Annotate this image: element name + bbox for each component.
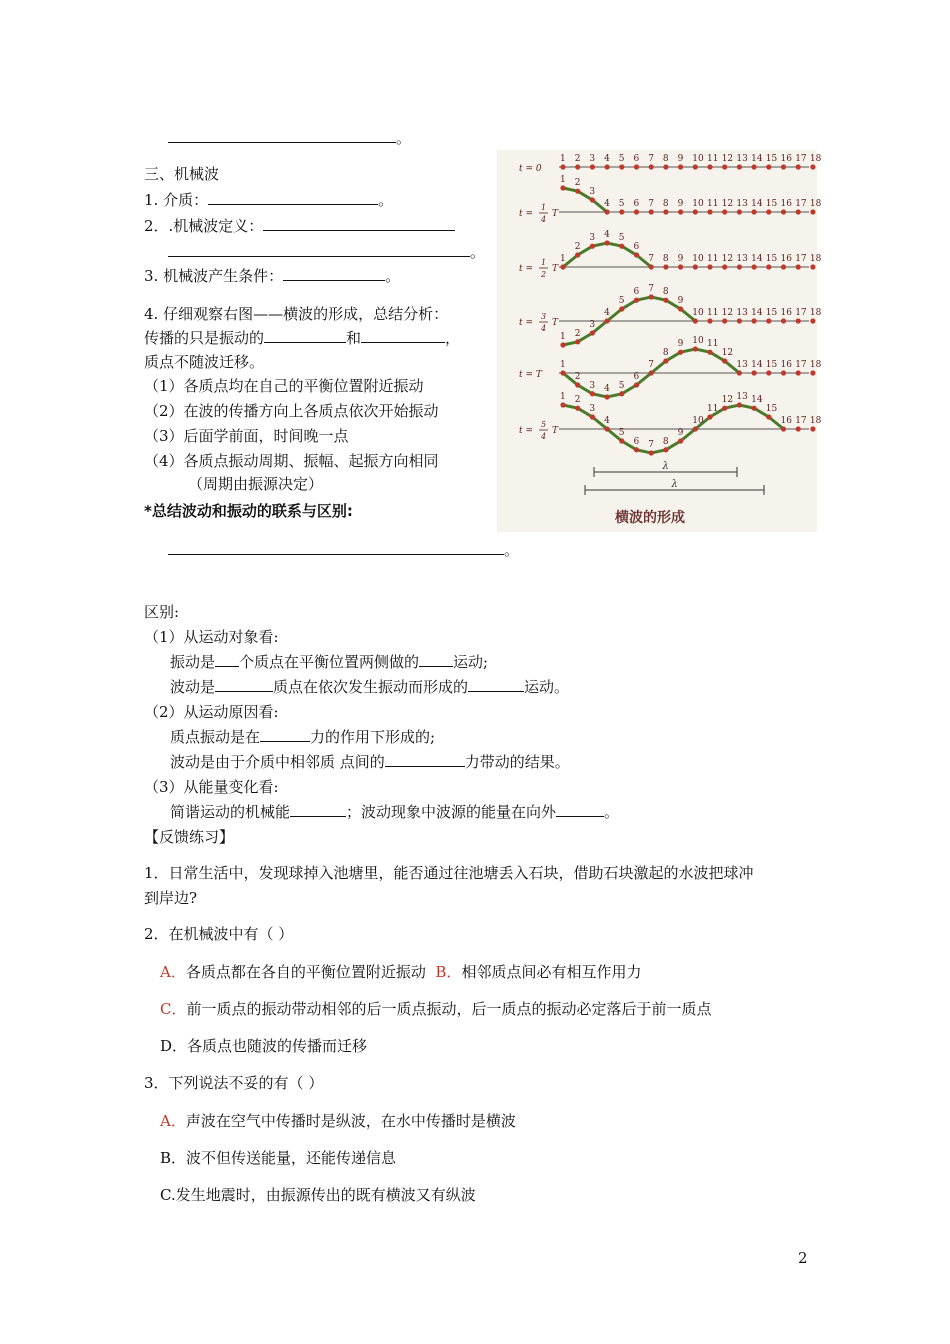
particle [752,406,757,411]
particle-number: 2 [574,178,581,189]
particle [605,318,610,323]
particle [810,209,815,214]
particle [575,339,580,344]
particle [810,264,815,269]
particle-number: 18 [809,154,822,164]
row-label-T: T [552,318,559,328]
row-label-num: 3 [541,312,547,321]
particle [781,370,786,375]
particle-number: 11 [707,404,719,414]
particle [796,318,801,323]
particle [663,358,668,363]
particle [634,298,639,303]
particle [605,209,610,214]
particle [575,406,580,411]
summary-blank: 。 [168,540,519,560]
particle [634,382,639,387]
particle [619,244,624,249]
particle-number: 12 [721,308,734,318]
particle-number: 7 [648,360,654,370]
difference-p2: （2）从运动原因看: [144,703,279,721]
particle-number: 10 [692,308,704,318]
particle [752,164,757,169]
particle [796,164,801,169]
feedback-q2: 2．在机械波中有（ ） [144,925,294,943]
difference-p1b: 波动是 质点在依次发生振动而形成的 运动。 [170,678,570,696]
particle-number: 4 [604,416,610,426]
row-label: t = [519,426,534,436]
particle-number: 2 [574,154,581,164]
blank[interactable] [263,216,455,231]
transverse-wave-figure [497,150,822,532]
particle-number: 13 [736,392,748,402]
particle-number: 8 [662,254,669,264]
particle-number: 8 [662,199,669,209]
particle-number: 14 [751,254,763,264]
particle-number: 1 [560,392,566,402]
particle [560,370,565,375]
particle [663,447,668,452]
particle [663,164,668,169]
particle [766,264,771,269]
particle-number: 4 [604,230,610,240]
particle-number: 18 [809,308,822,318]
particle [810,426,815,431]
difference-p3: （3）从能量变化看: [144,778,279,796]
particle-number: 10 [692,254,704,264]
blank[interactable] [361,328,445,343]
blank[interactable] [290,802,346,817]
particle [619,164,624,169]
particle [693,209,698,214]
particle-number: 13 [736,154,748,164]
particle [707,350,712,355]
particle-number: 16 [780,360,792,370]
particle-number: 16 [780,308,792,318]
row-label-den: 4 [541,432,547,441]
particle-number: 15 [765,308,778,318]
particle-number: 13 [736,308,748,318]
particle-number: 16 [780,416,792,426]
particle [590,244,595,249]
particle-number: 6 [633,287,640,298]
row-label-den: 2 [541,270,547,279]
particle [605,426,610,431]
particle-number: 8 [662,154,669,164]
particle-number: 12 [721,199,734,209]
question-1: 1. 介质： 。 [144,191,394,209]
blank[interactable] [168,128,396,143]
section-heading: 三、机械波 [144,165,220,183]
difference-p2b: 波动是由于介质中相邻质 点间的 力带动的结果。 [170,753,570,771]
question-2: 2．.机械波定义： [144,216,455,236]
row-label-T: T [552,426,559,436]
figure-caption: 横波的形成 [615,510,685,526]
row-label: t = T [519,370,542,380]
particle-number: 12 [721,154,734,164]
particle [752,318,757,323]
particle [737,264,742,269]
particle-number: 3 [589,380,596,391]
particle-number: 9 [677,199,684,209]
list-item: （1）各质点均在自己的平衡位置附近振动 [144,377,424,395]
particle-number: 17 [795,416,807,426]
lambda-label: λ [662,461,669,472]
particle [766,414,771,419]
lambda-label: λ [671,479,678,490]
particle [649,294,654,299]
particle-number: 13 [736,199,748,209]
particle-number: 4 [604,308,610,318]
particle-number: 18 [809,199,822,209]
list-item: （3）后面学前面，时间晚一点 [144,427,349,445]
particle-number: 7 [648,284,654,294]
row-label: t = 0 [519,164,542,174]
particle [663,264,668,269]
particle [766,370,771,375]
particle-number: 5 [618,199,625,209]
particle-number: 12 [721,254,734,264]
particle [752,209,757,214]
particle [693,426,698,431]
particle-number: 6 [633,199,640,209]
particle-number: 10 [692,154,704,164]
list-item: （周期由振源决定） [188,475,324,493]
particle-number: 5 [618,428,625,438]
question-3: 3. 机械波产生条件： 。 [144,267,401,285]
particle-number: 2 [574,395,581,406]
question-4-line3: 质点不随波迁移。 [144,353,265,371]
particle-number: 10 [692,416,704,426]
particle [810,370,815,375]
particle [766,318,771,323]
particle-number: 9 [677,154,684,164]
difference-p1: （1）从运动对象看: [144,628,279,646]
q2-option-c: C．前一质点的振动带动相邻的后一质点振动，后一质点的振动必定落后于前一质点 [160,1000,712,1018]
blank[interactable] [260,727,310,742]
row-label-num: 1 [541,258,547,267]
q3-option-c: C.发生地震时，由振源传出的既有横波又有纵波 [160,1186,476,1204]
particle-number: 8 [662,436,669,447]
blank[interactable] [556,802,604,817]
particle [560,342,565,347]
particle [649,264,654,269]
particle [678,350,683,355]
particle-number: 3 [589,154,596,164]
particle-number: 5 [618,154,625,164]
particle [752,264,757,269]
particle-number: 10 [692,199,704,209]
blank[interactable] [385,752,465,767]
particle [634,164,639,169]
blank[interactable] [215,677,273,692]
particle [678,306,683,311]
particle-number: 2 [574,328,581,339]
particle [649,209,654,214]
particle-number: 9 [677,254,684,264]
particle-number: 6 [633,436,640,447]
particle [722,264,727,269]
blank[interactable] [215,652,239,667]
particle [810,164,815,169]
row-label-T: T [552,264,559,274]
particle-number: 14 [751,360,763,370]
particle-number: 4 [604,384,610,394]
row-label: t = [519,209,534,219]
particle-number: 3 [589,320,596,330]
particle [722,164,727,169]
particle [707,164,712,169]
particle-number: 6 [633,154,640,164]
particle-number: 7 [648,199,654,209]
question-2-cont: 。 [168,242,485,262]
particle [560,264,565,269]
particle [752,370,757,375]
particle [605,394,610,399]
particle-number: 15 [765,154,778,164]
particle [678,264,683,269]
feedback-q3: 3．下列说法不妥的有（ ） [144,1074,324,1092]
particle [663,209,668,214]
particle [722,406,727,411]
particle-number: 5 [618,296,625,306]
particle [722,358,727,363]
particle-number: 6 [633,372,640,382]
feedback-heading: 【反馈练习】 [144,828,235,846]
particle [707,318,712,323]
particle [575,189,580,194]
particle [649,164,654,169]
particle-number: 6 [633,242,640,252]
particle [737,164,742,169]
particle-number: 3 [589,404,596,414]
particle-number: 11 [707,154,719,164]
particle [693,318,698,323]
particle-number: 2 [574,372,581,382]
blank[interactable] [283,266,385,281]
particle-number: 14 [751,154,763,164]
particle [560,185,565,190]
particle [796,426,801,431]
particle-number: 11 [707,308,719,318]
particle [781,264,786,269]
row-label-num: 5 [541,420,547,429]
particle [619,438,624,443]
particle [722,209,727,214]
q3-option-a: A．声波在空气中传播时是纵波，在水中传播时是横波 [160,1112,516,1130]
particle [678,164,683,169]
blank[interactable] [208,190,378,205]
particle [737,318,742,323]
particle [810,318,815,323]
particle [575,252,580,257]
difference-heading: 区别: [144,603,180,621]
row-label-den: 4 [541,324,547,333]
particle-number: 7 [648,154,654,164]
particle-number: 15 [765,360,778,370]
particle [781,209,786,214]
particle [781,164,786,169]
blank[interactable] [168,242,470,257]
particle [619,209,624,214]
particle [605,240,610,245]
summary-heading: *总结波动和振动的联系与区别: [144,502,353,520]
particle [605,164,610,169]
particle-number: 7 [648,440,654,450]
row-label-den: 4 [541,215,547,224]
particle-number: 14 [751,395,763,406]
blank[interactable] [264,328,346,343]
particle-number: 4 [604,199,610,209]
particle [707,414,712,419]
particle-number: 16 [780,199,792,209]
particle-number: 17 [795,254,807,264]
top-blank-line: 。 [168,128,411,148]
feedback-q1: 1．日常生活中，发现球掉入池塘里，能否通过往池塘丢入石块，借助石块激起的水波把球冲 [144,864,754,882]
particle-number: 9 [677,339,684,350]
row-label: t = [519,318,534,328]
particle [649,370,654,375]
particle [722,318,727,323]
row-label-T: T [552,209,559,219]
q2-option-a-b: A．各质点都在各自的平衡位置附近振动 B．相邻质点间必有相互作用力 [160,963,642,981]
particle-number: 10 [692,336,704,346]
particle-number: 15 [765,254,778,264]
particle [575,164,580,169]
particle-number: 1 [560,332,566,342]
particle [678,438,683,443]
particle-number: 14 [751,308,763,318]
particle [796,264,801,269]
particle [663,298,668,303]
particle [590,197,595,202]
particle [693,346,698,351]
difference-p3a: 简谐运动的机械能 ；波动现象中波源的能量在向外 。 [170,803,620,821]
particle-number: 17 [795,308,807,318]
particle-number: 15 [765,404,778,414]
particle-number: 11 [707,254,719,264]
particle-number: 15 [765,199,778,209]
particle [590,164,595,169]
particle [590,391,595,396]
particle-number: 1 [560,360,566,370]
feedback-q1-cont: 到岸边? [144,889,198,907]
q2-option-d: D．各质点也随波的传播而迁移 [160,1037,368,1055]
particle [693,264,698,269]
particle-number: 3 [589,233,596,244]
particle-number: 4 [604,154,610,164]
difference-p1a: 振动是 个质点在平衡位置两侧做的 运动; [170,653,489,671]
q3-option-b: B．波不但传送能量，还能传递信息 [160,1149,397,1167]
particle-number: 1 [560,254,566,264]
page-number: 2 [798,1249,808,1267]
particle-number: 7 [648,254,654,264]
particle [737,402,742,407]
particle [634,209,639,214]
particle [707,209,712,214]
particle-number: 9 [677,296,684,306]
particle [796,209,801,214]
question-4-line2: 传播的只是振动的 和 ， [144,329,461,347]
particle [619,306,624,311]
particle [590,414,595,419]
particle-number: 9 [677,428,684,438]
particle-number: 18 [809,254,822,264]
particle-number: 17 [795,360,807,370]
row-label: t = [519,264,534,274]
particle-number: 18 [809,360,822,370]
particle-number: 16 [780,154,792,164]
particle-number: 12 [721,395,734,406]
particle-number: 8 [662,348,669,358]
particle-number: 11 [707,339,719,350]
particle-number: 18 [809,416,822,426]
particle-number: 2 [574,242,581,252]
particle-number: 17 [795,199,807,209]
particle-number: 3 [589,187,596,197]
particle-number: 11 [707,199,719,209]
particle-number: 8 [662,287,669,298]
difference-p2a: 质点振动是在 力的作用下形成的; [170,728,436,746]
particle [560,402,565,407]
particle-number: 5 [618,380,625,391]
particle-number: 17 [795,154,807,164]
particle [634,447,639,452]
question-4: 4. 仔细观察右图——横波的形成，总结分析： [144,305,449,323]
particle-number: 13 [736,360,748,370]
particle-number: 13 [736,254,748,264]
particle [796,370,801,375]
particle [590,330,595,335]
particle-number: 5 [618,233,625,244]
particle [575,382,580,387]
particle [766,164,771,169]
particle [678,209,683,214]
particle [781,426,786,431]
particle [737,370,742,375]
particle-number: 1 [560,175,566,185]
list-item: （2）在波的传播方向上各质点依次开始振动 [144,402,439,420]
particle-number: 12 [721,348,734,358]
list-item: （4）各质点振动周期、振幅、起振方向相同 [144,452,439,470]
particle [781,318,786,323]
particle [634,252,639,257]
particle [766,209,771,214]
particle-number: 16 [780,254,792,264]
particle-number: 14 [751,199,763,209]
particle [707,264,712,269]
particle [693,164,698,169]
particle-number: 1 [560,154,566,164]
blank[interactable] [168,540,504,555]
particle [619,391,624,396]
row-label-num: 1 [541,203,547,212]
blank[interactable] [468,677,524,692]
particle [560,164,565,169]
blank[interactable] [419,652,453,667]
particle [649,450,654,455]
particle [737,209,742,214]
